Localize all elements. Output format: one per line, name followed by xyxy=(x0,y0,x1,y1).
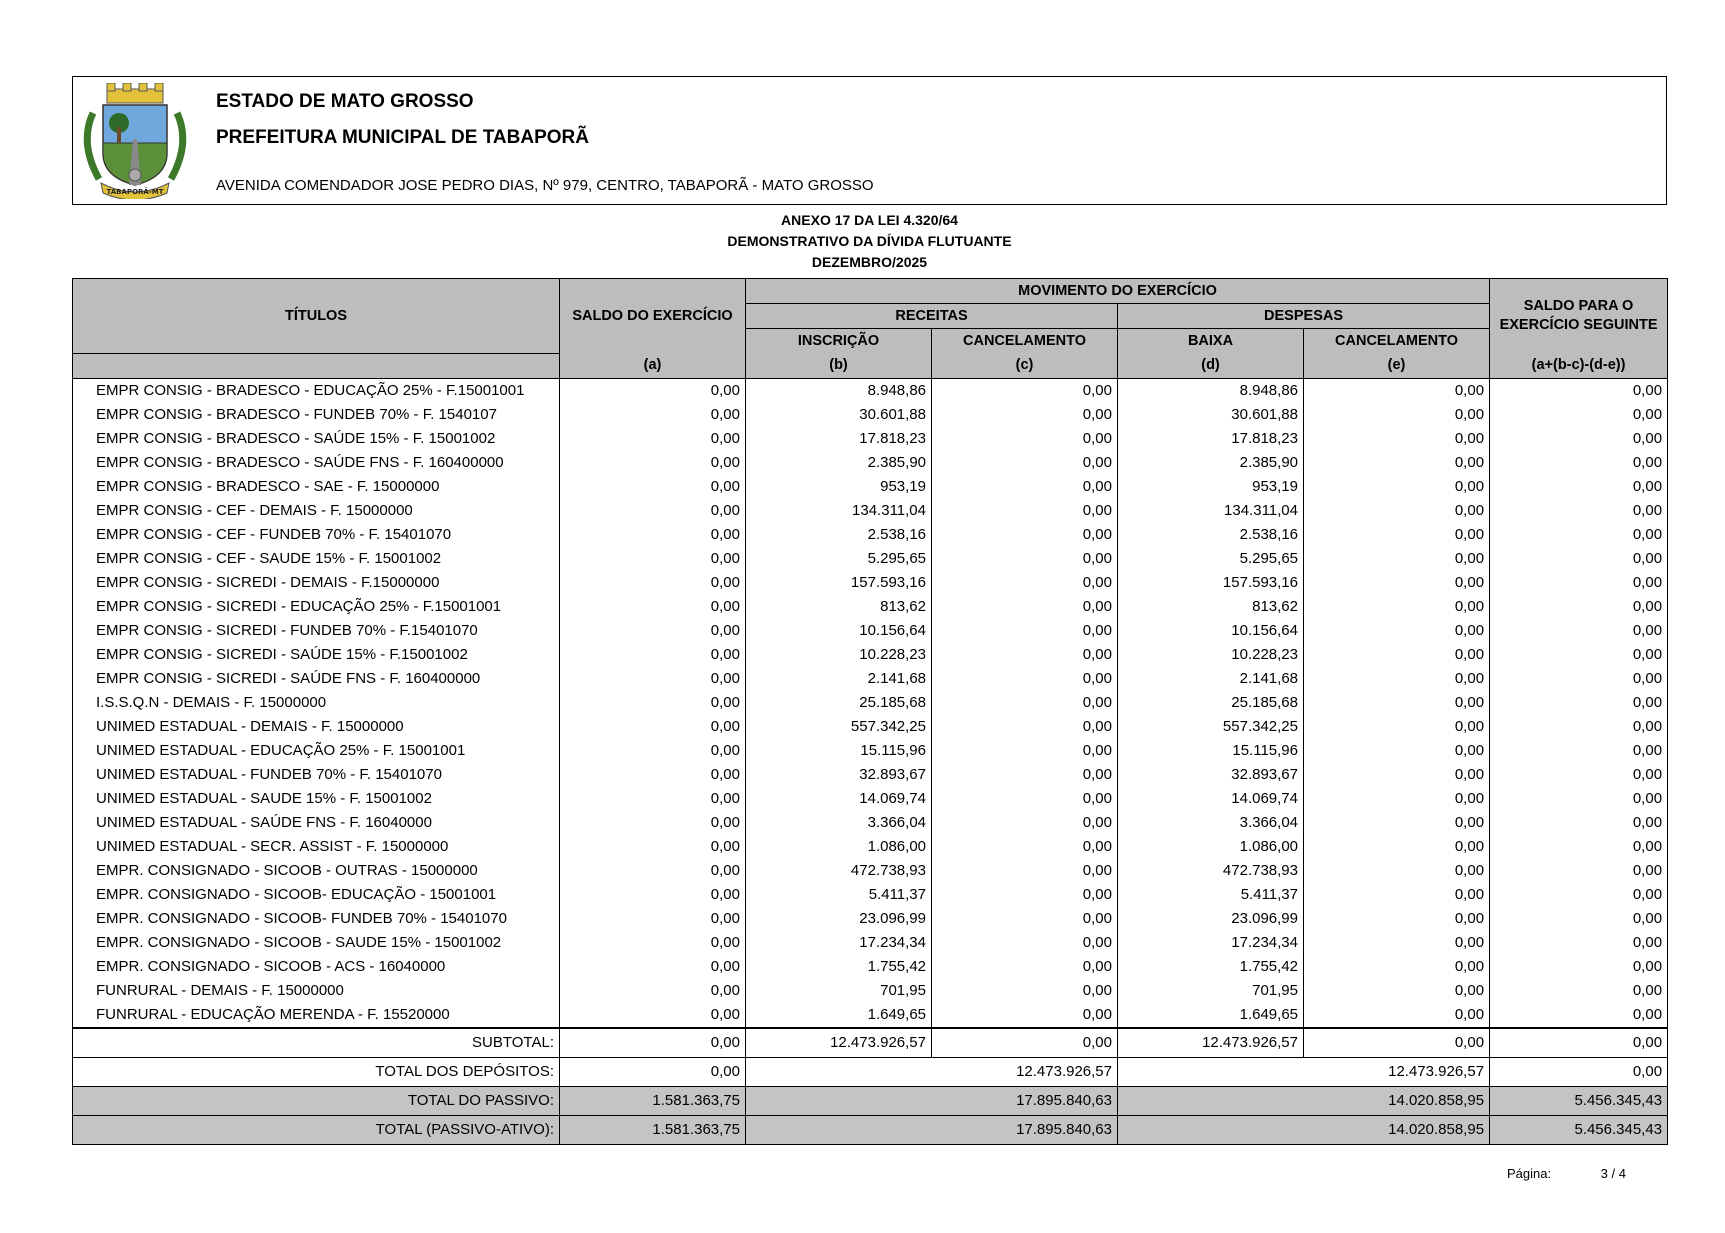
total-passivo-ativo-row xyxy=(73,1115,1668,1144)
row-value: 0,00 xyxy=(1490,787,1668,811)
row-value: 0,00 xyxy=(1304,907,1490,931)
total-passivo-ativo-receitas: 17.895.840,63 xyxy=(746,1115,1118,1144)
row-value: 953,19 xyxy=(1118,475,1304,499)
row-value: 0,00 xyxy=(1490,619,1668,643)
col-header-saldo-seguinte-line1: SALDO PARA O xyxy=(1523,298,1634,314)
subtotal-label: SUBTOTAL: xyxy=(73,1028,560,1058)
total-depositos-label: TOTAL DOS DEPÓSITOS: xyxy=(73,1057,560,1086)
row-value: 1.086,00 xyxy=(746,835,932,859)
table-row xyxy=(73,979,1668,1003)
row-value: 0,00 xyxy=(1490,499,1668,523)
row-title: FUNRURAL - DEMAIS - F. 15000000 xyxy=(73,979,560,1003)
row-value: 0,00 xyxy=(1304,595,1490,619)
subtotal-value: 0,00 xyxy=(1490,1028,1668,1058)
row-value: 0,00 xyxy=(1490,523,1668,547)
subtotal-row xyxy=(73,1028,1668,1058)
row-value: 2.141,68 xyxy=(746,667,932,691)
row-value: 0,00 xyxy=(932,763,1118,787)
row-value: 23.096,99 xyxy=(746,907,932,931)
col-letter-c: (c) xyxy=(932,353,1118,378)
table-row xyxy=(73,955,1668,979)
row-value: 0,00 xyxy=(560,547,746,571)
row-title: EMPR CONSIG - SICREDI - FUNDEB 70% - F.15401070 xyxy=(73,619,560,643)
row-title: UNIMED ESTADUAL - FUNDEB 70% - F. 15401070 xyxy=(73,763,560,787)
municipality-title: PREFEITURA MUNICIPAL DE TABAPORÃ xyxy=(216,127,589,148)
row-value: 5.411,37 xyxy=(1118,883,1304,907)
row-value: 0,00 xyxy=(1304,571,1490,595)
subtotal-value: 12.473.926,57 xyxy=(746,1028,932,1058)
col-header-movimento: MOVIMENTO DO EXERCÍCIO xyxy=(746,279,1490,304)
row-value: 134.311,04 xyxy=(746,499,932,523)
table-row xyxy=(73,667,1668,691)
row-value: 3.366,04 xyxy=(1118,811,1304,835)
row-value: 0,00 xyxy=(1304,378,1490,403)
subtotal-value: 0,00 xyxy=(560,1028,746,1058)
total-passivo-ativo-label: TOTAL (PASSIVO-ATIVO): xyxy=(73,1115,560,1144)
row-value: 0,00 xyxy=(932,499,1118,523)
row-value: 32.893,67 xyxy=(1118,763,1304,787)
row-title: EMPR. CONSIGNADO - SICOOB - OUTRAS - 15000000 xyxy=(73,859,560,883)
row-value: 0,00 xyxy=(560,907,746,931)
col-header-inscricao: INSCRIÇÃO xyxy=(746,329,932,354)
row-value: 0,00 xyxy=(1490,451,1668,475)
row-title: UNIMED ESTADUAL - EDUCAÇÃO 25% - F. 15001001 xyxy=(73,739,560,763)
row-value: 0,00 xyxy=(932,595,1118,619)
table-totals xyxy=(73,1028,1668,1145)
row-title: EMPR CONSIG - CEF - FUNDEB 70% - F. 15401070 xyxy=(73,523,560,547)
row-value: 1.086,00 xyxy=(1118,835,1304,859)
table-row xyxy=(73,835,1668,859)
page-footer xyxy=(1507,1166,1626,1181)
row-value: 0,00 xyxy=(1304,643,1490,667)
row-value: 0,00 xyxy=(1304,667,1490,691)
row-value: 0,00 xyxy=(560,835,746,859)
row-title: I.S.S.Q.N - DEMAIS - F. 15000000 xyxy=(73,691,560,715)
row-value: 157.593,16 xyxy=(1118,571,1304,595)
row-value: 0,00 xyxy=(560,787,746,811)
row-title: EMPR CONSIG - SICREDI - SAÚDE 15% - F.15001002 xyxy=(73,643,560,667)
report-title: DEMONSTRATIVO DA DÍVIDA FLUTUANTE xyxy=(727,233,1012,249)
row-value: 0,00 xyxy=(560,475,746,499)
row-value: 14.069,74 xyxy=(746,787,932,811)
row-value: 0,00 xyxy=(1490,1003,1668,1028)
total-passivo-despesas: 14.020.858,95 xyxy=(1118,1086,1490,1115)
row-value: 0,00 xyxy=(1304,619,1490,643)
row-value: 17.818,23 xyxy=(746,427,932,451)
row-value: 0,00 xyxy=(1490,739,1668,763)
row-value: 0,00 xyxy=(560,955,746,979)
row-value: 0,00 xyxy=(1304,763,1490,787)
col-header-saldo-seguinte-line2: EXERCÍCIO SEGUINTE xyxy=(1499,317,1658,333)
row-value: 0,00 xyxy=(1490,883,1668,907)
row-value: 10.228,23 xyxy=(1118,643,1304,667)
row-value: 0,00 xyxy=(1304,883,1490,907)
row-value: 0,00 xyxy=(1490,547,1668,571)
row-value: 0,00 xyxy=(932,811,1118,835)
state-title: ESTADO DE MATO GROSSO xyxy=(216,91,474,112)
total-passivo-row xyxy=(73,1086,1668,1115)
table-row xyxy=(73,475,1668,499)
total-passivo-label: TOTAL DO PASSIVO: xyxy=(73,1086,560,1115)
row-value: 0,00 xyxy=(560,643,746,667)
table-row xyxy=(73,378,1668,403)
row-value: 8.948,86 xyxy=(746,378,932,403)
row-title: EMPR CONSIG - CEF - DEMAIS - F. 15000000 xyxy=(73,499,560,523)
row-value: 701,95 xyxy=(746,979,932,1003)
row-value: 0,00 xyxy=(1490,571,1668,595)
row-value: 25.185,68 xyxy=(746,691,932,715)
table-row xyxy=(73,451,1668,475)
row-value: 0,00 xyxy=(1490,835,1668,859)
row-title: EMPR CONSIG - BRADESCO - SAÚDE FNS - F. 160400000 xyxy=(73,451,560,475)
row-value: 0,00 xyxy=(1304,955,1490,979)
row-value: 0,00 xyxy=(1490,378,1668,403)
row-title: EMPR CONSIG - BRADESCO - SAÚDE 15% - F. 15001002 xyxy=(73,427,560,451)
row-value: 1.755,42 xyxy=(746,955,932,979)
table-row xyxy=(73,1003,1668,1028)
table-row xyxy=(73,931,1668,955)
col-header-cancelamento-despesas: CANCELAMENTO xyxy=(1304,329,1490,354)
table-row xyxy=(73,907,1668,931)
col-header-saldo-seguinte xyxy=(1490,279,1668,354)
row-value: 557.342,25 xyxy=(746,715,932,739)
total-depositos-receitas: 12.473.926,57 xyxy=(746,1057,1118,1086)
row-value: 5.295,65 xyxy=(746,547,932,571)
row-value: 3.366,04 xyxy=(746,811,932,835)
row-title: EMPR CONSIG - BRADESCO - EDUCAÇÃO 25% - F.15001001 xyxy=(73,378,560,403)
subtotal-value: 0,00 xyxy=(932,1028,1118,1058)
row-value: 15.115,96 xyxy=(746,739,932,763)
row-value: 0,00 xyxy=(1490,691,1668,715)
row-value: 0,00 xyxy=(1304,715,1490,739)
row-value: 32.893,67 xyxy=(746,763,932,787)
row-value: 0,00 xyxy=(932,523,1118,547)
row-value: 0,00 xyxy=(932,907,1118,931)
row-value: 0,00 xyxy=(1304,547,1490,571)
row-value: 0,00 xyxy=(932,571,1118,595)
table-row xyxy=(73,691,1668,715)
row-value: 557.342,25 xyxy=(1118,715,1304,739)
row-value: 2.538,16 xyxy=(1118,523,1304,547)
row-title: EMPR CONSIG - BRADESCO - FUNDEB 70% - F. 1540107 xyxy=(73,403,560,427)
row-value: 0,00 xyxy=(560,427,746,451)
total-passivo-ativo-despesas: 14.020.858,95 xyxy=(1118,1115,1490,1144)
row-value: 0,00 xyxy=(932,643,1118,667)
table-row xyxy=(73,883,1668,907)
row-value: 2.141,68 xyxy=(1118,667,1304,691)
row-value: 0,00 xyxy=(932,691,1118,715)
row-value: 0,00 xyxy=(1490,595,1668,619)
row-value: 813,62 xyxy=(746,595,932,619)
row-value: 23.096,99 xyxy=(1118,907,1304,931)
address: AVENIDA COMENDADOR JOSE PEDRO DIAS, Nº 979, CENTRO, TABAPORÃ - MATO GROSSO xyxy=(216,177,874,194)
row-title: EMPR CONSIG - SICREDI - EDUCAÇÃO 25% - F.15001001 xyxy=(73,595,560,619)
total-depositos-seguinte: 0,00 xyxy=(1490,1057,1668,1086)
row-title: FUNRURAL - EDUCAÇÃO MERENDA - F. 15520000 xyxy=(73,1003,560,1028)
row-value: 30.601,88 xyxy=(746,403,932,427)
row-value: 0,00 xyxy=(560,931,746,955)
row-value: 0,00 xyxy=(1304,427,1490,451)
row-value: 0,00 xyxy=(932,667,1118,691)
row-value: 30.601,88 xyxy=(1118,403,1304,427)
page-label: Página: xyxy=(1507,1166,1552,1181)
row-value: 2.538,16 xyxy=(746,523,932,547)
subtotal-value: 0,00 xyxy=(1304,1028,1490,1058)
row-value: 0,00 xyxy=(1304,451,1490,475)
row-value: 0,00 xyxy=(560,667,746,691)
page-number: 3 / 4 xyxy=(1600,1166,1626,1181)
row-value: 17.234,34 xyxy=(746,931,932,955)
col-letter-a: (a) xyxy=(560,353,746,378)
floating-debt-table xyxy=(72,278,1668,1145)
row-value: 0,00 xyxy=(560,763,746,787)
total-depositos-saldo: 0,00 xyxy=(560,1057,746,1086)
row-value: 0,00 xyxy=(560,739,746,763)
row-value: 0,00 xyxy=(1490,643,1668,667)
row-value: 1.755,42 xyxy=(1118,955,1304,979)
row-value: 0,00 xyxy=(1490,907,1668,931)
table-body xyxy=(73,378,1668,1028)
row-title: UNIMED ESTADUAL - SAUDE 15% - F. 15001002 xyxy=(73,787,560,811)
row-value: 0,00 xyxy=(1490,859,1668,883)
row-value: 10.228,23 xyxy=(746,643,932,667)
table-row xyxy=(73,499,1668,523)
row-value: 0,00 xyxy=(1304,835,1490,859)
table-row xyxy=(73,547,1668,571)
col-formula: (a+(b-c)-(d-e)) xyxy=(1490,353,1668,378)
row-title: UNIMED ESTADUAL - SECR. ASSIST - F. 15000000 xyxy=(73,835,560,859)
row-value: 0,00 xyxy=(1490,427,1668,451)
col-header-titulos: TÍTULOS xyxy=(73,279,560,354)
row-title: EMPR CONSIG - BRADESCO - SAE - F. 15000000 xyxy=(73,475,560,499)
row-value: 0,00 xyxy=(932,403,1118,427)
table-row xyxy=(73,643,1668,667)
row-value: 0,00 xyxy=(560,979,746,1003)
row-title: EMPR CONSIG - SICREDI - DEMAIS - F.15000000 xyxy=(73,571,560,595)
row-value: 0,00 xyxy=(1490,811,1668,835)
subtotal-value: 12.473.926,57 xyxy=(1118,1028,1304,1058)
col-header-cancelamento-receitas: CANCELAMENTO xyxy=(932,329,1118,354)
row-value: 2.385,90 xyxy=(1118,451,1304,475)
row-value: 0,00 xyxy=(1304,523,1490,547)
col-header-baixa: BAIXA xyxy=(1118,329,1304,354)
row-value: 0,00 xyxy=(560,403,746,427)
row-value: 0,00 xyxy=(1490,763,1668,787)
row-value: 472.738,93 xyxy=(746,859,932,883)
total-depositos-despesas: 12.473.926,57 xyxy=(1118,1057,1490,1086)
row-value: 17.234,34 xyxy=(1118,931,1304,955)
row-value: 10.156,64 xyxy=(1118,619,1304,643)
row-value: 0,00 xyxy=(932,955,1118,979)
row-value: 0,00 xyxy=(1304,499,1490,523)
row-value: 25.185,68 xyxy=(1118,691,1304,715)
row-value: 0,00 xyxy=(932,979,1118,1003)
row-value: 1.649,65 xyxy=(1118,1003,1304,1028)
row-value: 5.411,37 xyxy=(746,883,932,907)
row-value: 472.738,93 xyxy=(1118,859,1304,883)
table-row xyxy=(73,403,1668,427)
row-value: 0,00 xyxy=(1490,955,1668,979)
row-value: 0,00 xyxy=(1304,691,1490,715)
row-title: EMPR. CONSIGNADO - SICOOB - ACS - 16040000 xyxy=(73,955,560,979)
table-row xyxy=(73,715,1668,739)
row-value: 0,00 xyxy=(932,1003,1118,1028)
col-header-despesas: DESPESAS xyxy=(1118,304,1490,329)
row-value: 0,00 xyxy=(1304,859,1490,883)
total-passivo-seguinte: 5.456.345,43 xyxy=(1490,1086,1668,1115)
row-value: 0,00 xyxy=(932,715,1118,739)
letterhead xyxy=(72,76,1667,205)
row-value: 0,00 xyxy=(1304,811,1490,835)
col-header-saldo-exercicio: SALDO DO EXERCÍCIO xyxy=(560,279,746,354)
row-value: 0,00 xyxy=(932,835,1118,859)
row-title: UNIMED ESTADUAL - DEMAIS - F. 15000000 xyxy=(73,715,560,739)
total-passivo-ativo-seguinte: 5.456.345,43 xyxy=(1490,1115,1668,1144)
row-value: 0,00 xyxy=(560,595,746,619)
row-title: UNIMED ESTADUAL - SAÚDE FNS - F. 16040000 xyxy=(73,811,560,835)
row-value: 14.069,74 xyxy=(1118,787,1304,811)
row-value: 0,00 xyxy=(1490,931,1668,955)
row-value: 0,00 xyxy=(932,931,1118,955)
report-period: DEZEMBRO/2025 xyxy=(811,254,928,270)
row-value: 1.649,65 xyxy=(746,1003,932,1028)
table-row xyxy=(73,619,1668,643)
row-value: 0,00 xyxy=(560,499,746,523)
row-value: 0,00 xyxy=(560,571,746,595)
row-value: 0,00 xyxy=(1490,403,1668,427)
row-value: 0,00 xyxy=(560,619,746,643)
col-header-receitas: RECEITAS xyxy=(746,304,1118,329)
row-value: 0,00 xyxy=(560,523,746,547)
total-passivo-ativo-saldo: 1.581.363,75 xyxy=(560,1115,746,1144)
table-row xyxy=(73,859,1668,883)
row-value: 953,19 xyxy=(746,475,932,499)
row-value: 2.385,90 xyxy=(746,451,932,475)
row-value: 701,95 xyxy=(1118,979,1304,1003)
table-row xyxy=(73,595,1668,619)
report-titles xyxy=(72,210,1667,273)
row-value: 0,00 xyxy=(1304,1003,1490,1028)
row-value: 157.593,16 xyxy=(746,571,932,595)
row-value: 0,00 xyxy=(560,859,746,883)
row-value: 0,00 xyxy=(932,883,1118,907)
row-value: 134.311,04 xyxy=(1118,499,1304,523)
row-value: 8.948,86 xyxy=(1118,378,1304,403)
row-value: 0,00 xyxy=(560,715,746,739)
row-value: 0,00 xyxy=(1304,931,1490,955)
total-passivo-receitas: 17.895.840,63 xyxy=(746,1086,1118,1115)
col-letter-e: (e) xyxy=(1304,353,1490,378)
col-letter-b: (b) xyxy=(746,353,932,378)
table-row xyxy=(73,763,1668,787)
row-value: 10.156,64 xyxy=(746,619,932,643)
table-row xyxy=(73,787,1668,811)
row-value: 0,00 xyxy=(1490,979,1668,1003)
row-value: 0,00 xyxy=(932,619,1118,643)
row-value: 0,00 xyxy=(560,691,746,715)
row-title: EMPR. CONSIGNADO - SICOOB - SAUDE 15% - 15001002 xyxy=(73,931,560,955)
row-value: 0,00 xyxy=(932,475,1118,499)
col-letter-d: (d) xyxy=(1118,353,1304,378)
row-title: EMPR CONSIG - SICREDI - SAÚDE FNS - F. 160400000 xyxy=(73,667,560,691)
row-value: 17.818,23 xyxy=(1118,427,1304,451)
row-value: 0,00 xyxy=(560,883,746,907)
table-row xyxy=(73,427,1668,451)
row-value: 0,00 xyxy=(1304,475,1490,499)
table-row xyxy=(73,523,1668,547)
row-value: 813,62 xyxy=(1118,595,1304,619)
row-value: 0,00 xyxy=(932,427,1118,451)
col-header-blank xyxy=(73,353,560,378)
row-value: 0,00 xyxy=(1304,787,1490,811)
row-value: 0,00 xyxy=(560,1003,746,1028)
table-row xyxy=(73,811,1668,835)
row-value: 0,00 xyxy=(1490,715,1668,739)
row-value: 0,00 xyxy=(1490,667,1668,691)
total-depositos-row xyxy=(73,1057,1668,1086)
row-value: 0,00 xyxy=(560,378,746,403)
row-value: 0,00 xyxy=(1304,403,1490,427)
row-value: 0,00 xyxy=(560,451,746,475)
table-row xyxy=(73,571,1668,595)
row-value: 15.115,96 xyxy=(1118,739,1304,763)
row-value: 0,00 xyxy=(932,739,1118,763)
row-value: 0,00 xyxy=(1304,979,1490,1003)
row-value: 5.295,65 xyxy=(1118,547,1304,571)
row-value: 0,00 xyxy=(932,547,1118,571)
row-title: EMPR CONSIG - CEF - SAUDE 15% - F. 15001002 xyxy=(73,547,560,571)
total-passivo-saldo: 1.581.363,75 xyxy=(560,1086,746,1115)
logo-ribbon-text: TABAPORÃ-MT xyxy=(106,188,164,196)
row-value: 0,00 xyxy=(932,378,1118,403)
row-title: EMPR. CONSIGNADO - SICOOB- FUNDEB 70% - 15401070 xyxy=(73,907,560,931)
row-value: 0,00 xyxy=(932,451,1118,475)
row-value: 0,00 xyxy=(560,811,746,835)
row-value: 0,00 xyxy=(1304,739,1490,763)
table-row xyxy=(73,739,1668,763)
row-value: 0,00 xyxy=(1490,475,1668,499)
row-value: 0,00 xyxy=(932,859,1118,883)
municipal-coat-of-arms-icon xyxy=(79,83,191,199)
row-title: EMPR. CONSIGNADO - SICOOB- EDUCAÇÃO - 15001001 xyxy=(73,883,560,907)
row-value: 0,00 xyxy=(932,787,1118,811)
report-annex: ANEXO 17 DA LEI 4.320/64 xyxy=(781,212,958,228)
